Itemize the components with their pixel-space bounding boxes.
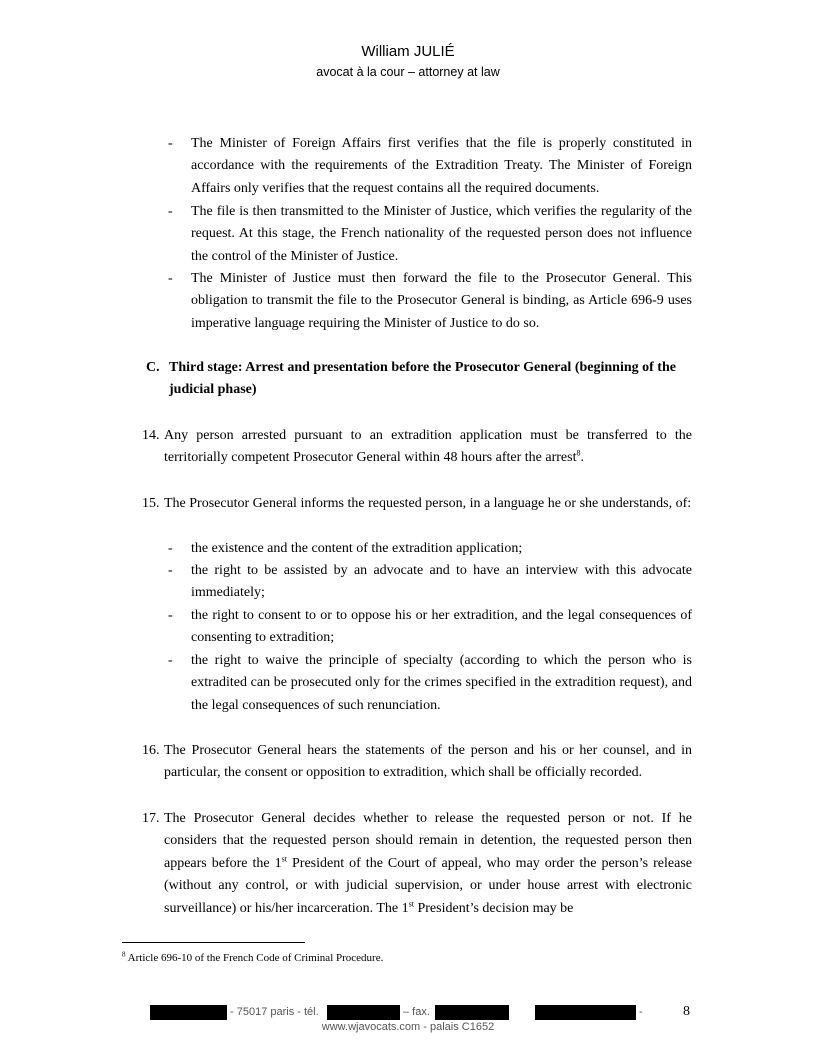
paragraph-14-text: Any person arrested pursuant to an extradition application must be transferred to the territorially competent Prosecutor General within 48 hours after the arrest	[164, 428, 692, 466]
list-item: the existence and the content of the extradition application;	[191, 541, 523, 556]
footer-website: www.wjavocats.com - palais C1652	[321, 1021, 495, 1033]
bullet-dash: -	[168, 136, 173, 151]
paragraph-number: 17.	[142, 811, 160, 826]
redaction-bar	[327, 1005, 400, 1020]
page-number: 8	[683, 1004, 690, 1019]
footnote-ref: 8	[576, 448, 581, 458]
letterhead-subtitle: avocat à la cour – attorney at law	[316, 65, 500, 79]
ordinal-suffix: st	[408, 898, 414, 908]
paragraph-15: The Prosecutor General informs the requested person, in a language he or she understands, of:	[164, 496, 692, 511]
paragraph-17-part: President of the Court of appeal, who may order the person’s release (without any control, or with judicial supervision, or under house arrest with electronic surveillance) or his/her incarceration. The 1	[164, 855, 693, 916]
paragraph-number: 15.	[142, 496, 160, 511]
paragraph-14	[164, 425, 692, 470]
bullet-dash: -	[168, 608, 173, 623]
list-item: The Minister of Justice must then forward the file to the Prosecutor General. This obligation to transmit the file to the Prosecutor General is binding, as Article 696-9 uses imperative language requiring the Minister of Justice to do so.	[191, 271, 692, 331]
bullet-dash: -	[168, 541, 173, 556]
list-item: the right to be assisted by an advocate and to have an interview with this advocate immediately;	[191, 563, 692, 601]
bullet-dash: -	[168, 271, 173, 286]
paragraph-14-end: .	[580, 450, 584, 466]
bullet-dash: -	[168, 563, 173, 578]
footer-separator: -	[639, 1006, 643, 1018]
paragraph-17-part: The Prosecutor General decides whether to release the requested person or not. If he considers that the requested person should remain in detention, the requested person then appears before the 1	[164, 811, 692, 871]
section-letter: C.	[146, 360, 160, 375]
redaction-bar	[535, 1005, 636, 1020]
ordinal-suffix: st	[281, 854, 287, 864]
list-item: the right to consent to or to oppose his or her extradition, and the legal consequences of consenting to extradition;	[191, 608, 692, 646]
footnote-text: Article 696-10 of the French Code of Criminal Procedure.	[127, 952, 384, 964]
footnote-separator	[122, 942, 305, 943]
footer-address: - 75017 paris - tél.	[230, 1006, 319, 1018]
footnote-mark: 8	[122, 950, 126, 959]
bullet-dash: -	[168, 653, 173, 668]
footnote	[122, 952, 383, 964]
footer-fax-label: – fax.	[403, 1006, 430, 1018]
redaction-bar	[435, 1005, 509, 1020]
paragraph-number: 16.	[142, 743, 160, 758]
bullet-dash: -	[168, 204, 173, 219]
paragraph-17-part: President’s decision may be	[413, 900, 574, 916]
paragraph-16: The Prosecutor General hears the statements of the person and his or her counsel, and in particular, the consent or opposition to extradition, which shall be officially recorded.	[164, 743, 692, 781]
letterhead-name: William JULIÉ	[361, 43, 455, 60]
list-item: the right to waive the principle of specialty (according to which the person who is extradited can be prosecuted only for the crimes specified in the extradition request), and the legal consequences of such renunciation.	[191, 653, 692, 713]
section-title: Third stage: Arrest and presentation before the Prosecutor General (beginning of the judicial phase)	[169, 360, 676, 398]
list-item: The file is then transmitted to the Minister of Justice, which verifies the regularity of the request. At this stage, the French nationality of the requested person does not influence the control of the Minister of Justice.	[191, 204, 692, 264]
redaction-bar	[150, 1005, 227, 1020]
list-item: The Minister of Foreign Affairs first verifies that the file is properly constituted in accordance with the requirements of the Extradition Treaty. The Minister of Foreign Affairs only verifies that the request contains all the required documents.	[191, 136, 692, 196]
paragraph-17	[164, 808, 692, 920]
paragraph-number: 14.	[142, 428, 160, 443]
